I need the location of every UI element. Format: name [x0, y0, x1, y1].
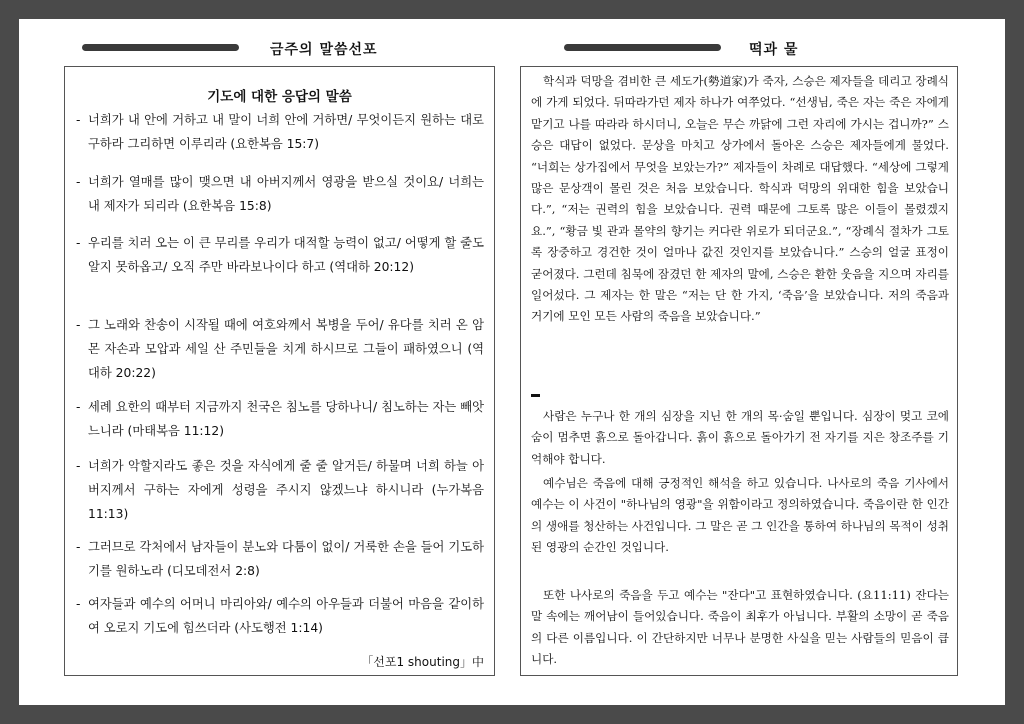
left-header-title: 금주의 말씀선포 — [270, 42, 378, 58]
verse-text: 너희가 열매를 많이 맺으면 내 아버지께서 영광을 받으실 것이요/ 너희는 내 제자가 되리라 (요한복음 15:8) — [88, 175, 484, 213]
essay-paragraph: 사람은 누구나 한 개의 심장을 지닌 한 개의 목·숨일 뿐입니다. 심장이 멎고 코에 숨이 멈추면 흙으로 돌아갑니다. 흙이 흙으로 돌아가기 전 자기를 지은 창조주를 기억해야 합니다. — [531, 409, 949, 466]
verse-dash: - — [76, 318, 81, 332]
essay-paragraph: 또한 나사로의 죽음을 두고 예수는 "잔다"고 표현하였습니다. (요11:11) 잔다는 말 속에는 깨어남이 들어있습니다. 죽음이 최후가 아닙니다. 부활의 소망이 곧 죽음의 다른 이름입니다. 이 간단하지만 너무나 분명한 사실을 믿는 사람들의 믿음이 큽니다. — [531, 588, 949, 667]
verse-dash: - — [76, 236, 81, 250]
verse-item — [76, 395, 484, 443]
verse-text: 그 노래와 찬송이 시작될 때에 여호와께서 복병을 두어/ 유다를 치러 온 암몬 자손과 모압과 세일 산 주민들을 치게 하시므로 그들이 패하였으니 (역대하 20:22) — [88, 318, 484, 380]
verse-text: 우리를 치러 오는 이 큰 무리를 우리가 대적할 능력이 없고/ 어떻게 할 줄도 알지 못하옵고/ 오직 주만 바라보나이다 하고 (역대하 20:12) — [88, 236, 484, 274]
verse-dash: - — [76, 175, 81, 189]
verse-item — [76, 108, 484, 156]
verse-item — [76, 535, 484, 583]
verse-item — [76, 592, 484, 640]
verses-box — [64, 66, 495, 676]
verse-dash: - — [76, 597, 81, 611]
verse-dash: - — [76, 400, 81, 414]
verse-item — [76, 231, 484, 279]
right-header — [564, 39, 864, 58]
verse-text: 너희가 내 안에 거하고 내 말이 너희 안에 거하면/ 무엇이든지 원하는 대로 구하라 그리하면 이루리라 (요한복음 15:7) — [88, 113, 484, 151]
verse-item — [76, 170, 484, 218]
verse-item — [76, 313, 484, 385]
story-paragraph: 학식과 덕망을 겸비한 큰 세도가(勢道家)가 죽자, 스승은 제자들을 데리고 장례식에 가게 되었다. 뒤따라가던 제자 하나가 여쭈었다. “선생님, 죽은 자는 죽은 자에게 맡기고 나를 따라라 하시더니, 오늘은 무슨 까닭에 그런 자리에 가시는 겁니까?” 스승은 대답이 없었다. 문상을 마치고 상가에서 돌아온 스승은 제자들에게 물었다. “너희는 상가집에서 무엇을 보았는가?” 제자들이 차례로 대답했다. “세상에 그렇게 많은 문상객이 몰린 것은 처음 보았습니다. 학식과 덕망의 위대한 힘을 보았습니다.”, “저는 권력의 힘을 보았습니다. 권력 때문에 그토록 많은 이들이 몰렸겠지요.”, “황금 빛 관과 몰약의 향기는 커다란 위로가 되더군요.”, “장례식 절차가 그토록 장중하고 경건한 것이 얼마나 값진 것인지를 보았습니다.” 스승의 얼굴 표정이 굳어졌다. 그런데 침묵에 잠겼던 한 제자의 말에, 스승은 환한 웃음을 지으며 자리를 일어섰다. 그 제자는 한 말은 “저는 단 한 가지, ‘죽음’을 보았습니다. 저의 죽음과 거기에 모인 모든 사람의 죽음을 보았습니다.” — [531, 74, 949, 324]
section-marker — [531, 394, 540, 397]
verse-text: 여자들과 예수의 어머니 마리아와/ 예수의 아우들과 더불어 마음을 같이하여 오로지 기도에 힘쓰더라 (사도행전 1:14) — [88, 597, 484, 635]
verses-title: 기도에 대한 응답의 말씀 — [207, 89, 352, 105]
left-header — [82, 39, 392, 58]
essay-paragraph: 예수님은 죽음에 대해 긍정적인 해석을 하고 있습니다. 나사로의 죽음 기사에서 예수는 이 사건이 "하나님의 영광"을 위함이라고 정의하였습니다. 죽음이란 한 인간의 생애를 청산하는 사건입니다. 그 말은 곧 그 인간을 통하여 하나님의 목적이 성취된 영광의 순간인 것입니다. — [531, 476, 949, 555]
verse-text: 그러므로 각처에서 남자들이 분노와 다툼이 없이/ 거룩한 손을 들어 기도하기를 원하노라 (디모데전서 2:8) — [88, 540, 484, 578]
right-header-title: 떡과 물 — [749, 42, 799, 58]
source-note: 「선포1 shouting」中 — [361, 655, 484, 669]
left-header-bar — [82, 44, 239, 51]
essay-box — [520, 66, 958, 676]
verse-item — [76, 454, 484, 526]
verse-dash: - — [76, 459, 81, 473]
right-header-bar — [564, 44, 721, 51]
verse-dash: - — [76, 113, 81, 127]
verse-text: 세례 요한의 때부터 지금까지 천국은 침노를 당하나니/ 침노하는 자는 빼앗느니라 (마태복음 11:12) — [88, 400, 484, 438]
verse-dash: - — [76, 540, 81, 554]
bulletin-page — [19, 19, 1005, 705]
verse-text: 너희가 악할지라도 좋은 것을 자식에게 줄 줄 알거든/ 하물며 너희 하늘 아버지께서 구하는 자에게 성령을 주시지 않겠느냐 하시니라 (누가복음 11:13) — [88, 459, 484, 521]
